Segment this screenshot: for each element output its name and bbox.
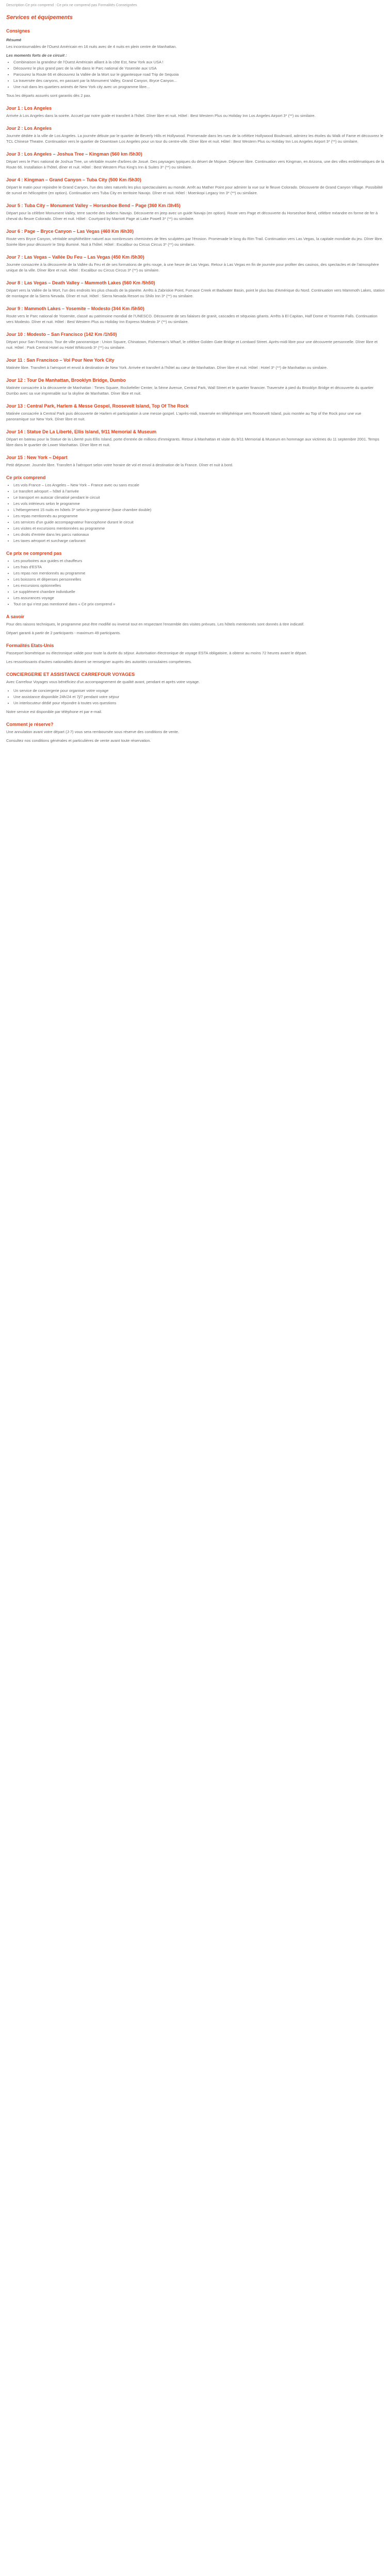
day-title: Jour 14 : Statue De La Liberté, Ellis Island, 9/11 Memorial & Museum — [6, 429, 157, 434]
day-text: Départ pour la célèbre Monument Valley, terre sacrée des Indiens Navajo. Découverte en jeep avec un guide Navajo (en option). Route vers Page et découverte du Horseshoe Bend, célèbre méandre en forme de fer à cheval du fleuve Colorado. Dîner et nuit. Hôtel : Courtyard by Marriott Page at Lake Powell 3* (**) ou similaire. — [6, 211, 378, 221]
reserver-text: Une annulation avant votre départ (J-7) vous sera remboursée sous réserve des conditions de vente. — [6, 730, 180, 734]
breadcrumb: Description Ce prix comprend : Ce prix ne comprend pas Formalités Conseignées — [6, 4, 137, 7]
day-title: Jour 15 : New York – Départ — [6, 455, 68, 460]
moment-item: • Parcourez la Route 66 et découvrez la Vallée de la Mort sur le gigantesque road Trip de Sequoia — [13, 72, 385, 77]
day-title: Jour 2 : Los Angeles — [6, 126, 52, 131]
day-text: Départ vers le Parc national de Joshua Tree, un véritable musée d'arbres de Josué. Des paysages typiques du désert de Mojave. Déjeuner libre. Continuation vers Kingman, en Arizona, une des villes emblématiques de la Route 66. Installation à l'hôtel, dîner et nuit. Hôtel : Best Western Plus King's Inn & Suites 3* (**) ou similaire. — [6, 159, 384, 170]
day-title: Jour 8 : Las Vegas – Death Valley – Mammoth Lakes (560 Km /5h50) — [6, 280, 155, 285]
include-item: • Les repas mentionnés au programme — [13, 513, 385, 519]
conciergerie-item: • Une assistance disponible 24h/24 et 7j/7 pendant votre séjour — [13, 694, 385, 700]
conciergerie-list — [6, 688, 385, 706]
include-item: • Les droits d'entrée dans les parcs nationaux — [13, 532, 385, 537]
includes-list — [6, 482, 385, 544]
resume-text: Les incontournables de l'Ouest Américain en 16 nuits avec de 4 nuits en plein centre de Manhattan. — [6, 44, 177, 49]
conciergerie-item: • Un interlocuteur dédié pour répondre à toutes vos questions — [13, 700, 385, 706]
day-title: Jour 11 : San Francisco – Vol Pour New York City — [6, 358, 115, 363]
include-item: • Les visites et excursions mentionnées au programme — [13, 526, 385, 531]
excludes-heading: Ce prix ne comprend pas — [6, 551, 62, 556]
savoir-heading: A savoir — [6, 614, 25, 619]
exclude-item: • Les frais d'ESTA — [13, 564, 385, 570]
includes-heading: Ce prix comprend — [6, 475, 46, 480]
moment-item: • Une nuit dans les quartiers animés de New York city avec un programme libre... — [13, 84, 385, 90]
include-item: • Les taxes aéroport et surcharge carburant — [13, 538, 385, 544]
exclude-item: • Les boissons et dépenses personnelles — [13, 577, 385, 582]
product-page — [0, 0, 391, 747]
day-text: Départ le matin pour rejoindre le Grand Canyon, l'un des sites naturels les plus spectaculaires au monde. Arrêt au Mather Point pour admirer la vue sur le fleuve Colorado. Découverte de Grand Canyon Village. Possibilité de survol en hélicoptère (en option). Continuation vers Tuba City en territoire Navajo. Dîner et nuit. Hôtel : Moenkopi Legacy Inn 3* (**) ou similaire. — [6, 185, 383, 195]
moments-label: Les moments forts de ce circuit : — [6, 53, 67, 58]
day-text: Journée dédiée à la ville de Los Angeles. La journée débute par le quartier de Beverly Hills et Hollywood. Promenade dans les rues de la célèbre Hollywood Boulevard, admirez les étoiles du Walk of Fame et découvrez le TCL Chinese Theatre. Continuation vers le quartier de Downtown Los Angeles pour un tour du centre-ville. Dîner libre et nuit. Hôtel : Best Western Plus ou Holiday Inn Los Angeles Airport 3* (**) ou similaire. — [6, 133, 383, 144]
day-text: Matinée consacrée à la découverte de Manhattan : Times Square, Rockefeller Center, la 5ème Avenue, Central Park, Wall Street et le quartier financier. Traversée à pied du Brooklyn Bridge et découverte du quartier Dumbo avec sa vue imprenable sur la skyline de Manhattan. Dîner libre et nuit. — [6, 385, 374, 396]
savoir-text: Pour des raisons techniques, le programme peut être modifié ou inversé tout en respectant l'ensemble des visites prévues. Les hôtels mentionnés sont donnés à titre indicatif. — [6, 622, 305, 626]
formalites-text: Passeport biométrique ou électronique valide pour toute la durée du séjour. Autorisation électronique de voyage ESTA obligatoire, à obtenir au moins 72 heures avant le départ. — [6, 651, 307, 655]
day-title: Jour 7 : Las Vegas – Vallée Du Feu – Las Vegas (450 Km /5h30) — [6, 255, 144, 260]
formalites-text-2: Les ressortissants d'autres nationalités doivent se renseigner auprès des autorités consulaires compétentes. — [6, 659, 192, 664]
day-text: Départ pour San Francisco. Tour de ville panoramique : Union Square, Chinatown, Fisherman's Wharf, le célèbre Golden Gate Bridge et Lombard Street. Après-midi libre pour une découverte personnelle. Dîner libre et nuit. Hôtel : Park Central Hotel ou Hotel Whitcomb 3* (**) ou similaire. — [6, 340, 378, 350]
exclude-item: • Les repas non mentionnés au programme — [13, 570, 385, 576]
exclude-item: • Tout ce qui n'est pas mentionné dans « Ce prix comprend » — [13, 601, 385, 607]
include-item: • Les services d'un guide accompagnateur francophone durant le circuit — [13, 519, 385, 525]
departure-note: Tous les départs assurés sont garantis dès 2 pax. — [6, 93, 91, 98]
day-title: Jour 12 : Tour De Manhattan, Brooklyn Bridge, Dumbo — [6, 378, 126, 383]
day-text: Matinée libre. Transfert à l'aéroport et envol à destination de New York. Arrivée et transfert à l'hôtel au cœur de Manhattan. Dîner libre et nuit. Hôtel : Hotel 3* (**) de Manhattan ou similaire. — [6, 365, 328, 370]
moment-item: • Découvrez le plus grand parc de la ville dans le Parc national de Yosemite aux USA — [13, 65, 385, 71]
include-item: • Les vols intérieurs selon le programme — [13, 501, 385, 506]
formalites-heading: Formalités Etats-Unis — [6, 643, 54, 648]
day-text: Route vers Bryce Canyon, véritable amphithéâtre naturel aux nombreuses cheminées de fées sculptées par l'érosion. Promenade le long du Rim Trail. Continuation vers Las Vegas, la capitale mondiale du jeu. Dîner libre. Soirée libre pour découvrir le Strip illuminé. Nuit à l'hôtel. Hôtel : Excalibur ou Circus Circus 3* (**) ou similaire. — [6, 236, 383, 247]
include-item: • Le transfert aéroport – hôtel à l'arrivée — [13, 488, 385, 494]
moments-list — [6, 59, 385, 90]
day-title: Jour 10 : Modesto – San Francisco (142 Km /1h50) — [6, 332, 117, 337]
reserver-text-2: Consultez nos conditions générales et particulières de vente avant toute réservation. — [6, 738, 151, 743]
moment-item: • Combinaison la grandeur de l'Ouest Américain alliant à la côte Est, New York aux USA ! — [13, 59, 385, 65]
day-title: Jour 9 : Mammoth Lakes – Yosemite – Modesto (344 Km /5h50) — [6, 306, 144, 311]
include-item: • L'hébergement 15 nuits en hôtels 3* selon le programme (base chambre double) — [13, 507, 385, 513]
exclude-item: • Les assurances voyage — [13, 595, 385, 601]
exclude-item: • Les pourboires aux guides et chauffeurs — [13, 558, 385, 564]
day-title: Jour 3 : Los Angeles – Joshua Tree – Kingman (560 km /5h30) — [6, 151, 142, 157]
day-title: Jour 5 : Tuba City – Monument Valley – Horseshoe Bend – Page (360 Km /3h45) — [6, 203, 181, 208]
itinerary — [6, 106, 385, 468]
day-title: Jour 6 : Page – Bryce Canyon – Las Vegas (460 Km /6h30) — [6, 229, 134, 234]
exclude-item: • Les excursions optionnelles — [13, 583, 385, 588]
day-text: Arrivée à Los Angeles dans la soirée. Accueil par notre guide et transfert à l'hôtel. Dîner libre et nuit. Hôtel : Best Western Plus ou Holiday Inn Los Angeles Airport 3* (**) ou similaire. — [6, 113, 316, 118]
day-text: Départ en bateau pour la Statue de la Liberté puis Ellis Island, porte d'entrée de millions d'immigrants. Retour à Manhattan et visite du 9/11 Memorial & Museum en hommage aux victimes du 11 septembre 2001. Temps libre dans le quartier de Lower Manhattan. Dîner libre et nuit. — [6, 437, 380, 447]
conciergerie-text: Avec Carrefour Voyages vous bénéficiez d'un accompagnement de qualité avant, pendant et après votre voyage. — [6, 680, 200, 684]
reserver-heading: Comment je réserve? — [6, 722, 54, 727]
consignes-heading: Consignes — [6, 28, 30, 33]
day-text: Départ vers la Vallée de la Mort, l'un des endroits les plus chauds de la planète. Arrêts à Zabriskie Point, Furnace Creek et Badwater Basin, point le plus bas d'Amérique du Nord. Continuation vers Mammoth Lakes, station de montagne de la Sierra Nevada. Dîner et nuit. Hôtel : Sierra Nevada Resort ou Shilo Inn 3* (**) ou similaire. — [6, 288, 385, 298]
day-text: Journée consacrée à la découverte de la Vallée du Feu et de ses formations de grès rouge, à une heure de Las Vegas. Retour à Las Vegas en fin de journée pour profiter des casinos, des spectacles et de l'atmosphère unique de la ville. Dîner libre et nuit. Hôtel : Excalibur ou Circus Circus 3* (**) ou similaire. — [6, 262, 379, 273]
moment-item: • La traversée des canyons, en passant par la Monument Valley, Grand Canyon, Bryce Canyon... — [13, 78, 385, 83]
conciergerie-item: • Un service de conciergerie pour organiser votre voyage — [13, 688, 385, 693]
include-item: • Le transport en autocar climatisé pendant le circuit — [13, 495, 385, 500]
conciergerie-heading: CONCIERGERIE ET ASSISTANCE CARREFOUR VOYAGES — [6, 672, 135, 677]
day-text: Petit déjeuner. Journée libre. Transfert à l'aéroport selon votre horaire de vol et envol à destination de la France. Dîner et nuit à bord. — [6, 463, 234, 467]
day-title: Jour 1 : Los Angeles — [6, 106, 52, 111]
conciergerie-text-2: Notre service est disponible par téléphone et par e-mail. — [6, 709, 102, 714]
exclude-item: • Le supplément chambre individuelle — [13, 589, 385, 595]
include-item: • Les vols France – Los Angeles – New York – France avec ou sans escale — [13, 482, 385, 488]
day-text: Matinée consacrée à Central Park puis découverte de Harlem et participation à une messe gospel. L'après-midi, traversée en téléphérique vers Roosevelt Island, puis montée au Top of the Rock pour une vue panoramique sur New York. Dîner libre et nuit. — [6, 411, 362, 421]
services-heading: Services et équipements — [6, 14, 73, 21]
day-title: Jour 13 : Central Park, Harlem & Messe Gospel, Roosevelt Island, Top Of The Rock — [6, 403, 189, 409]
day-title: Jour 4 : Kingman – Grand Canyon – Tuba City (500 Km /5h30) — [6, 177, 141, 182]
savoir-min: Départ garanti à partir de 2 participants - maximum 49 participants. — [6, 631, 121, 635]
day-text: Route vers le Parc national de Yosemite, classé au patrimoine mondial de l'UNESCO. Découverte de ses falaises de granit, cascades et séquoias géants. Arrêts à El Capitan, Half Dome et Yosemite Falls. Continuation vers Modesto. Dîner et nuit. Hôtel : Best Western Plus ou Holiday Inn Express Modesto 3* (**) ou similaire. — [6, 314, 378, 324]
resume-label: Résumé — [6, 38, 22, 42]
excludes-list — [6, 558, 385, 607]
